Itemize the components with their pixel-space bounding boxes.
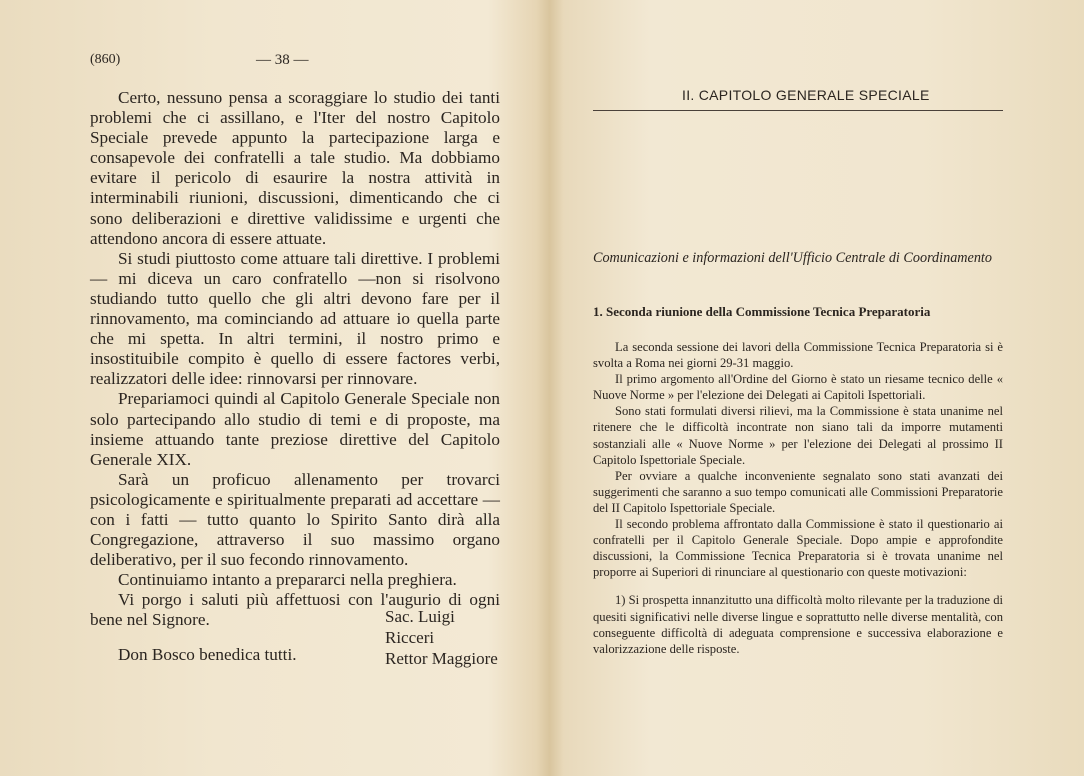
right-page xyxy=(545,0,1084,776)
chapter-rule xyxy=(593,110,1003,111)
paragraph: Continuiamo intanto a prepararci nella preghiera. xyxy=(118,570,457,590)
letter-body xyxy=(90,88,500,665)
page-number: — 38 — xyxy=(256,52,309,68)
paragraph: Per ovviare a qualche inconveniente segnalato sono stati avanzati dei suggerimenti che saranno a suo tempo comunicati alle Commissioni Preparatorie del II Capitolo Ispettoriale Speciale. xyxy=(593,468,1003,515)
paragraph: Si studi piuttosto come attuare tali direttive. I problemi — mi diceva un caro confratello —non si risolvono studiando tutto quello che gli altri devono fare per il rinnovamento, ma cominciando ad attuare io quella parte che mi spetta. In altri termini, il nostro primo e insostituibile compito è quello di essere factores verbi, realizzatori delle idee: rinnovarsi per rinnovare. xyxy=(90,248,500,389)
paragraph: Il primo argomento all'Ordine del Giorno è stato un riesame tecnico delle « Nuove Norme » per l'elezione dei Delegati ai Capitoli Ispettoriali. xyxy=(593,372,1003,403)
chapter-title: II. CAPITOLO GENERALE SPECIALE xyxy=(682,87,930,103)
paragraph: Vi porgo i saluti più affettuosi con l'augurio di ogni bene nel Signore. xyxy=(90,590,500,630)
signature-name: Sac. Luigi Ricceri xyxy=(385,607,455,647)
signature-title: Rettor Maggiore xyxy=(385,649,498,668)
paragraph: Prepariamoci quindi al Capitolo Generale Speciale non solo partecipando allo studio di temi e di proposte, ma insieme attuando tante preziose direttive del Capitolo Generale XIX. xyxy=(90,389,500,469)
closing-blessing: Don Bosco benedica tutti. xyxy=(118,644,297,664)
paragraph: Il secondo problema affrontato dalla Commissione è stato il questionario ai confratelli per il Capitolo Generale Speciale. Dopo ampie e approfondite discussioni, la Commissione Tecnica Preparatoria si è trovata unanime nel proporre ai Superiori di rinunciare al questionario con queste motivazioni: xyxy=(593,517,1003,580)
subsection-heading: 1. Seconda riunione della Commissione Tecnica Preparatoria xyxy=(593,304,931,319)
numbered-point: 1) Si prospetta innanzitutto una difficoltà molto rilevante per la traduzione di quesiti significativi nelle diverse lingue e soprattutto nelle diverse mentalità, con conseguente difficoltà di adeguata comprensione e successiva elaborazione e valorizzazione delle risposte. xyxy=(593,593,1003,656)
paragraph: La seconda sessione dei lavori della Commissione Tecnica Preparatoria si è svolta a Roma nei giorni 29-31 maggio. xyxy=(593,340,1003,371)
signature-block xyxy=(385,606,505,669)
paragraph: Sono stati formulati diversi rilievi, ma la Commissione è stata unanime nel ritenere che le difficoltà incontrate non siano tali da imporre mutamenti sostanziali alle « Nuove Norme » per l'elezione dei Delegati al prossimo II Capitolo Ispettoriale Speciale. xyxy=(593,404,1003,467)
folio-number: (860) xyxy=(90,52,121,67)
section-body xyxy=(593,339,1003,657)
running-head xyxy=(90,52,500,72)
paragraph: Certo, nessuno pensa a scoraggiare lo studio dei tanti problemi che ci assillano, e l'Iter del nostro Capitolo Speciale prevede appunto la partecipazione larga e consapevole dei confratelli a tale studio. Ma dobbiamo evitare il pericolo di esaurire la nostra attività in interminabili riunioni, discussioni, dimenticando che ci sono deliberazioni e direttive validissime e urgenti che attendono ancora di essere attuate. xyxy=(90,88,500,248)
paragraph: Sarà un proficuo allenamento per trovarci psicologicamente e spiritualmente preparati ad accettare — con i fatti — tutto quanto lo Spirito Santo dirà alla Congregazione, attraverso il suo massimo organo deliberativo, per il suo fecondo rinnovamento. xyxy=(90,469,500,570)
section-title: Comunicazioni e informazioni dell'Ufficio Centrale di Coordinamento xyxy=(593,250,992,266)
